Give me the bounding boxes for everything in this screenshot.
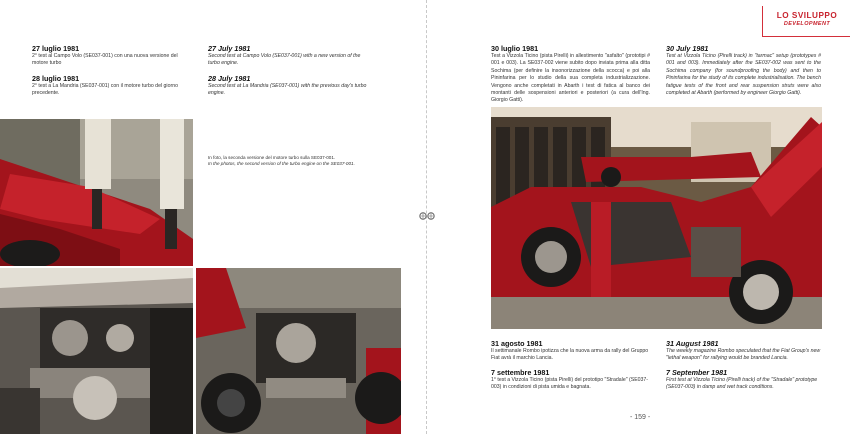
entry-date: 7 September 1981 [666,368,728,377]
entry-en-2 [208,74,368,98]
entry-date: 7 settembre 1981 [491,368,550,377]
entry-text: 2° test al Campo Volo (SE037-001) con una nuova versione del motore turbo [32,53,178,67]
photo-car-engine-cover [0,119,193,266]
entry-en-top [666,44,821,97]
photo-turbo-engine-bay [0,268,193,434]
entry-text: Second test at La Mandria (SE037-001) with the previous day's turbo engine. [208,83,367,97]
entry-date: 31 August 1981 [666,339,719,348]
entry-text: 2° test a La Mandria (SE037-001) con il motore turbo del giorno precedente. [32,83,178,97]
entry-en-aug [666,339,822,363]
entry-text: Test a Vizzola Ticino (pista Pirelli) in allestimento "asfalto" (prototipi # 001 e 003). La SE037-002 viene subito dopo inviata prima alla ditta Sochima (per definire la insonorizzazione della scocca) e poi alla Pininfarina per lo studio della sua completa industrializzazione. Vengono anche completati in Abarth i test di fatica al banco dei montanti delle sospensioni anteriori e posteriori (a cura dell'Ing. Giorgio Gatti). [491,53,650,104]
entry-date: 30 July 1981 [666,44,709,53]
entry-date: 30 luglio 1981 [491,44,539,53]
entry-text: Second test at Campo Volo (SE037-001) with a new version of the turbo engine. [208,53,361,67]
entry-text: First test at Vizzola Ticino (Pirelli track) of the "Stradale" prototype (SE037-003) in damp and wet track conditions. [666,377,818,391]
entry-date: 31 agosto 1981 [491,339,543,348]
entry-date: 27 July 1981 [208,44,251,53]
entry-en-sep [666,368,822,392]
entry-text: The weekly magazine Rombo speculated that the Fiat Group's new "lethal weapon" for rallying would be branded Lancia. [666,348,821,362]
section-label [762,6,850,37]
photo-prototype-workshop [491,107,822,329]
entry-text: Test at Vizzola Ticino (Pirelli track) in "tarmac" setup (prototypes # 001 and 003). Immediately after the SE037-002 was sent to the Sochima company (for soundproofing the body) and then to Pininfarina for the study of its complete industrialisation. The bench fatigue tests of the front and rear suspension struts were also completed at Abarth (performed by engineer Giorgio Gatti). [666,53,821,97]
ornament-icon [418,211,436,221]
entry-text: 1° test a Vizzola Ticino (pista Pirelli) del prototipo "Stradale" (SE037-003) in condizioni di pista umida e bagnata. [491,377,649,391]
entry-it-top [491,44,650,105]
page-number: - 159 - [630,414,651,421]
entry-date: 28 July 1981 [208,74,251,83]
section-subtitle: DEVELOPMENT [783,21,831,27]
entry-date: 28 luglio 1981 [32,74,80,83]
entry-it-sep [491,368,650,392]
entry-date: 27 luglio 1981 [32,44,80,53]
photo-engine-and-wheel [196,268,401,434]
entry-text: Il settimanale Rombo ipotizza che la nuova arma da rally del Gruppo Fiat avrà il marchio Lancia. [491,348,649,362]
photo-caption [208,155,408,167]
entry-it-1 [32,44,190,68]
caption-en: In the photos, the second version of the turbo engine on the SE037-001. [208,161,355,166]
entry-it-2 [32,74,190,98]
entry-en-1 [208,44,368,68]
caption-it: In foto, la seconda versione del motore turbo sulla SE037-001. [208,155,336,160]
entry-it-aug [491,339,650,363]
section-title: LO SVILUPPO [776,11,838,20]
